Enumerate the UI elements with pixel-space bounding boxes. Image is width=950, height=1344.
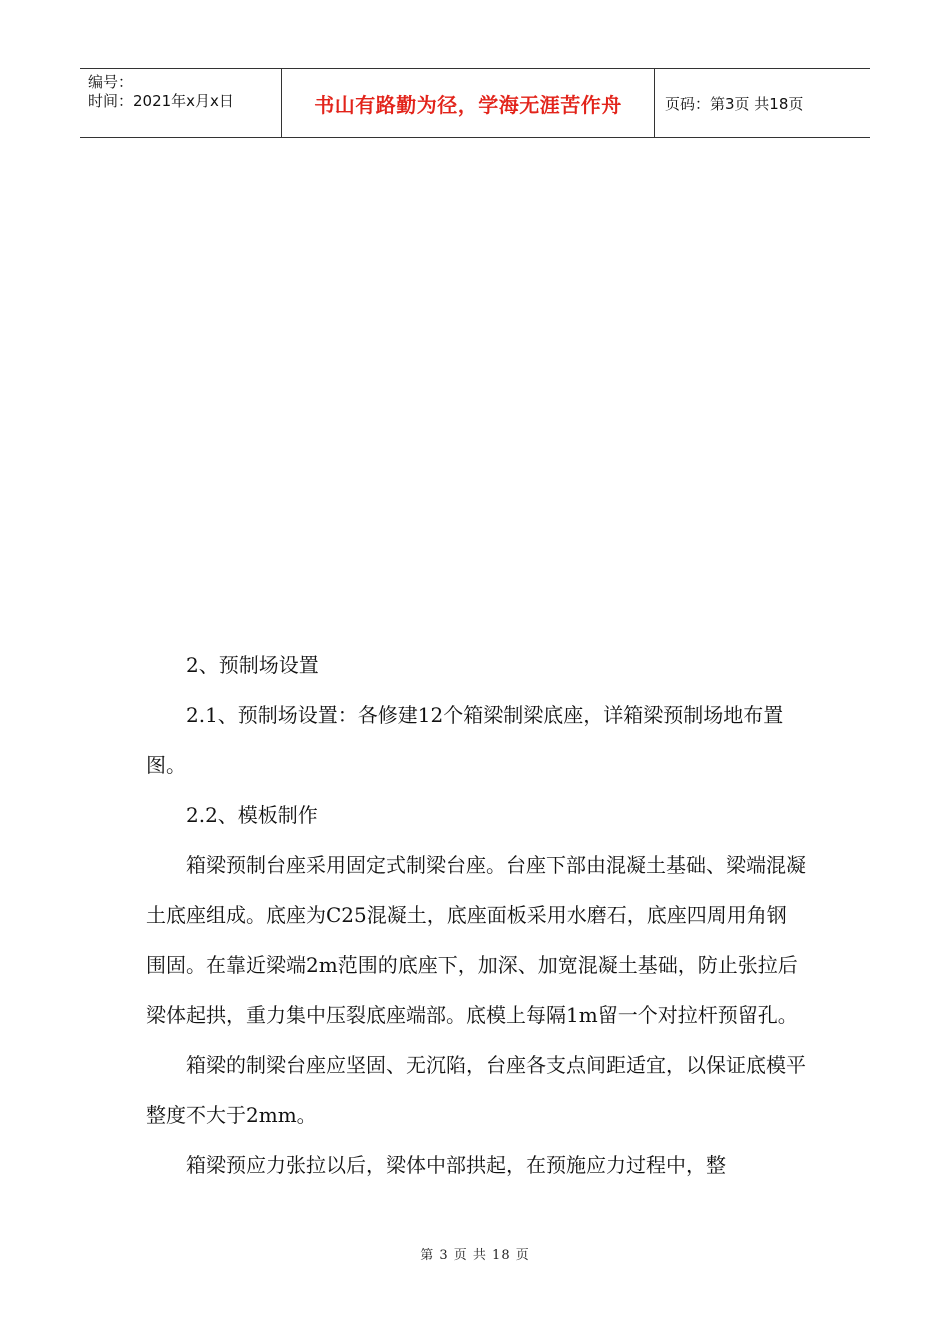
header-meta xyxy=(80,69,282,137)
section-heading-2: 2、预制场设置 xyxy=(186,653,319,677)
paragraph-prestress: 箱梁预应力张拉以后，梁体中部拱起，在预施应力过程中，整 xyxy=(186,1153,726,1177)
section-heading-2-2: 2.2、模板制作 xyxy=(186,803,318,827)
paragraph-flatness: 箱梁的制梁台座应坚固、无沉陷，台座各支点间距适宜，以保证底模平整度不大于2mm。 xyxy=(146,1053,806,1127)
time-label: 时间：2021年x月x日 xyxy=(88,92,234,110)
paragraph-pedestal: 箱梁预制台座采用固定式制梁台座。台座下部由混凝土基础、梁端混凝土底座组成。底座为C25混凝土，底座面板采用水磨石，底座四周用角钢围固。在靠近梁端2m范围的底座下，加深、加宽混凝土基础，防止张拉后梁体起拱，重力集中压裂底座端部。底模上每隔1m留一个对拉杆预留孔。 xyxy=(146,853,806,1027)
document-body xyxy=(146,640,806,1190)
paragraph-2-1: 2.1、预制场设置：各修建12个箱梁制梁底座，详箱梁预制场地布置图。 xyxy=(146,703,784,777)
header-page-code: 页码：第3页 共18页 xyxy=(665,94,804,113)
page-footer: 第 3 页 共 18 页 xyxy=(420,1248,530,1263)
page-header xyxy=(80,68,870,138)
header-motto: 书山有路勤为径，学海无涯苦作舟 xyxy=(282,69,655,137)
number-label: 编号： xyxy=(88,73,134,91)
